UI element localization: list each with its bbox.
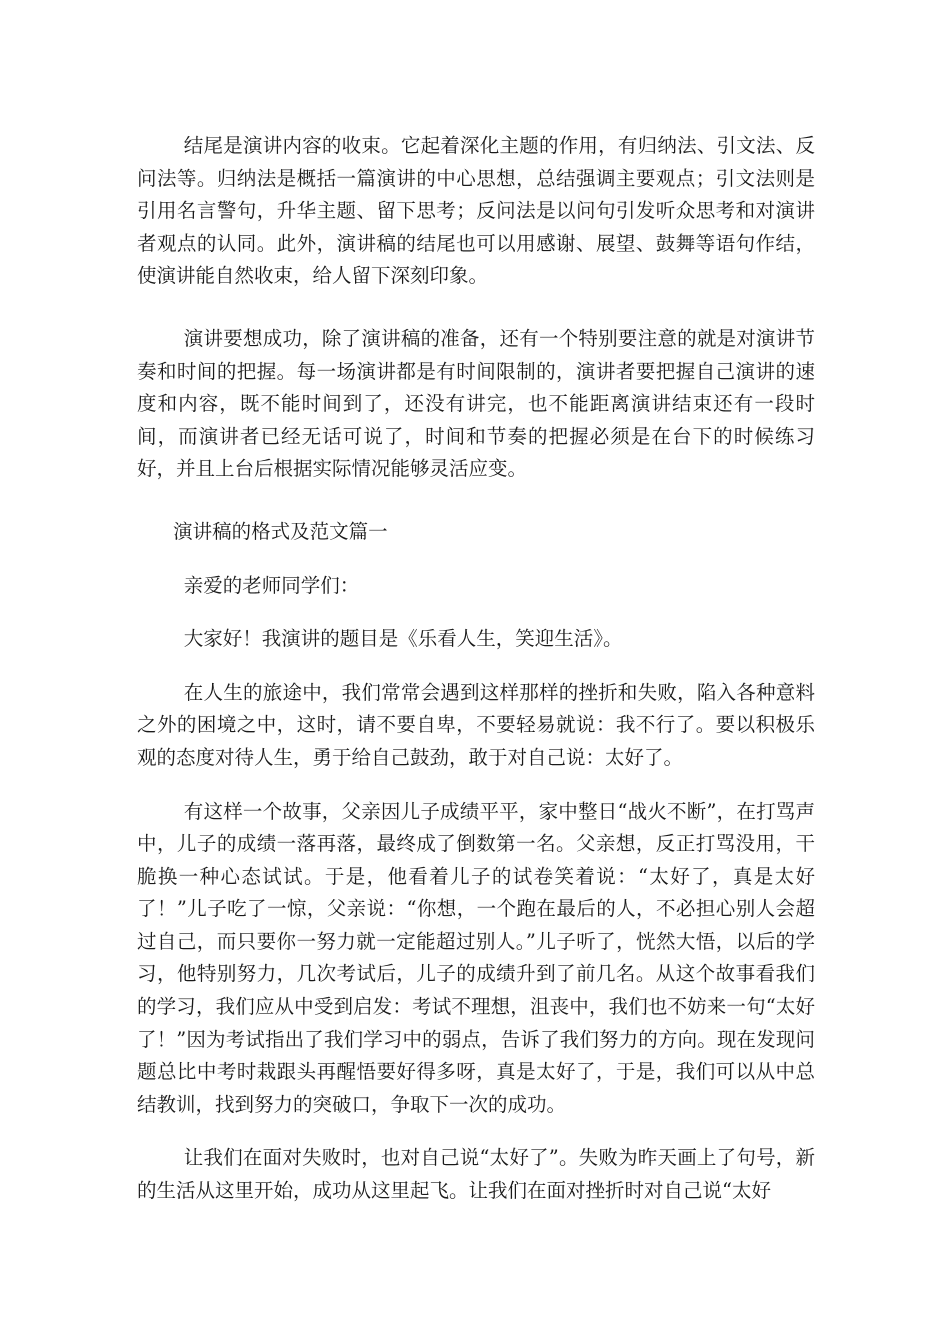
section-heading: 演讲稿的格式及范文篇一 [173, 519, 388, 543]
paragraph-ending-techniques: 结尾是演讲内容的收束。它起着深化主题的作用，有归纳法、引文法、反问法等。归纳法是概括一篇演讲的中心思想，总结强调主要观点；引文法则是引用名言警句，升华主题、留下思考；反问法是以问句引发听众思考和对演讲者观点的认同。此外，演讲稿的结尾也可以用感谢、展望、鼓舞等语句作结，使演讲能自然收束，给人留下深刻印象。 [137, 134, 815, 288]
paragraph-greeting-title: 大家好！我演讲的题目是《乐看人生，笑迎生活》。 [183, 627, 623, 651]
paragraph-life-journey: 在人生的旅途中，我们常常会遇到这样那样的挫折和失败，陷入各种意料之外的困境之中，这时，请不要自卑，不要轻易就说：我不行了。要以积极乐观的态度对待人生，勇于给自己鼓劲，敢于对自己说：太好了。 [137, 680, 815, 769]
paragraph-rhythm-and-time: 演讲要想成功，除了演讲稿的准备，还有一个特别要注意的就是对演讲节奏和时间的把握。每一场演讲都是有时间限制的，演讲者要把握自己演讲的速度和内容，既不能时间到了，还没有讲完，也不能距离演讲结束还有一段时间，而演讲者已经无话可说了，时间和节奏的把握必须是在台下的时候练习好，并且上台后根据实际情况能够灵活应变。 [137, 326, 815, 481]
paragraph-face-failure: 让我们在面对失败时，也对自己说“太好了”。失败为昨天画上了句号，新的生活从这里开始，成功从这里起飞。让我们在面对挫折时对自己说“太好 [137, 1146, 815, 1203]
document-body [137, 130, 815, 1208]
paragraph-father-son-story: 有这样一个故事，父亲因儿子成绩平平，家中整日“战火不断”，在打骂声中，儿子的成绩一落再落，最终成了倒数第一名。父亲想，反正打骂没用，干脆换一种心态试试。于是，他看着儿子的试卷笑着说：“太好了，真是太好了！”儿子吃了一惊，父亲说：“你想，一个跑在最后的人，不必担心别人会超过自己，而只要你一努力就一定能超过别人。”儿子听了，恍然大悟，以后的学习，他特别努力，几次考试后，儿子的成绩升到了前几名。从这个故事看我们的学习，我们应从中受到启发：考试不理想，沮丧中，我们也不妨来一句“太好了！”因为考试指出了我们学习中的弱点，告诉了我们努力的方向。现在发现问题总比中考时栽跟头再醒悟要好得多呀，真是太好了，于是，我们可以从中总结教训，找到努力的突破口，争取下一次的成功。 [137, 799, 815, 1116]
paragraph-salutation: 亲爱的老师同学们： [183, 573, 360, 597]
